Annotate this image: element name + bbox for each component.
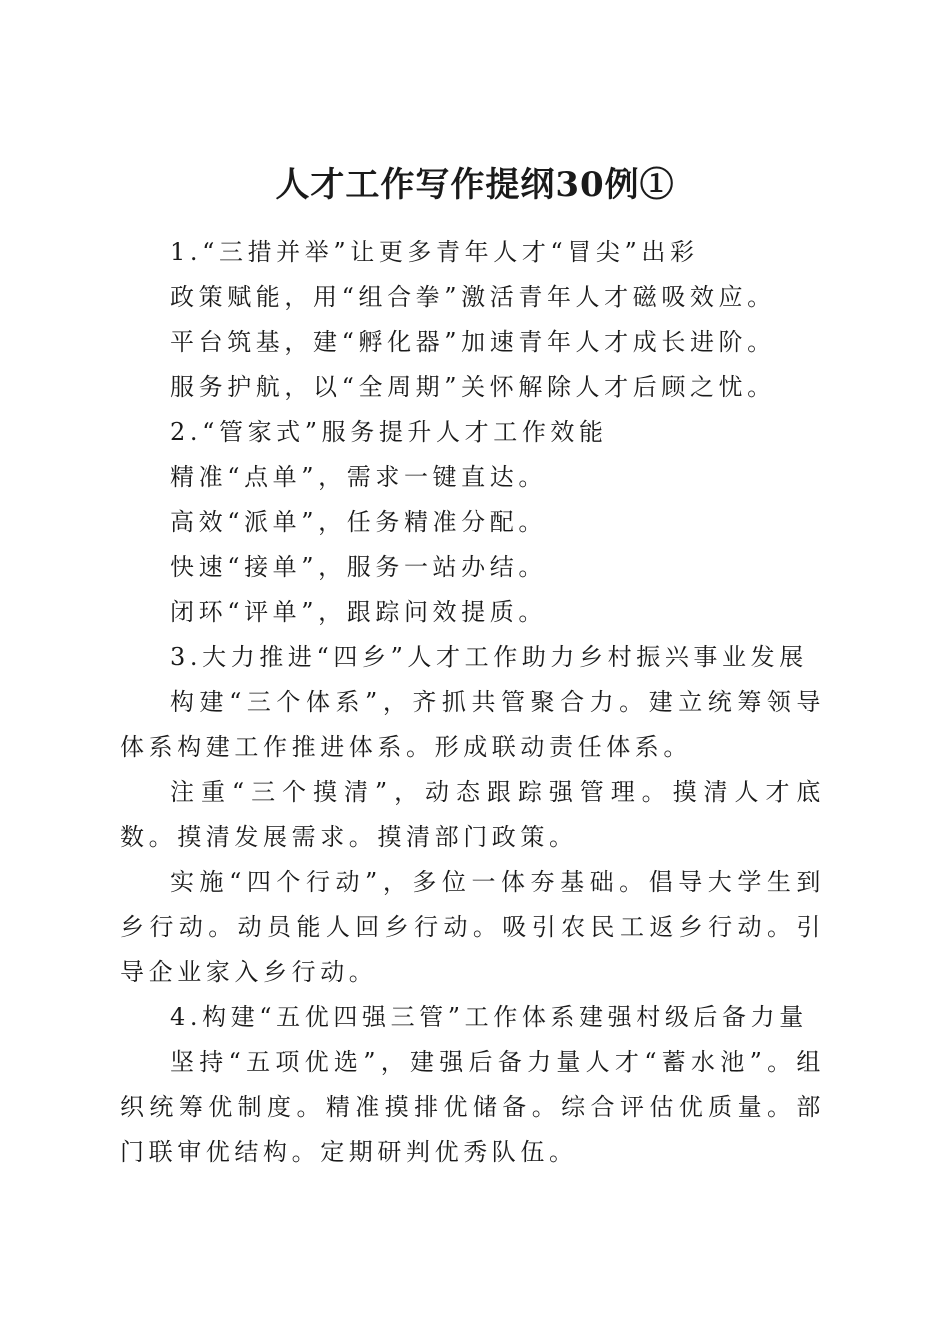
heading-3: 3.大力推进“四乡”人才工作助力乡村振兴事业发展 [170,643,808,671]
paragraph: 平台筑基，建“孵化器”加速青年人才成长进阶。 [170,328,776,356]
paragraph: 政策赋能，用“组合拳”激活青年人才磁吸效应。 [170,283,776,311]
paragraph: 实施“四个行动”，多位一体夯基础。倡导大学生到乡行动。动员能人回乡行动。吸引农民工返乡行动。引导企业家入乡行动。 [120,868,825,986]
paragraph: 高效“派单”，任务精准分配。 [170,508,547,536]
paragraph: 注重“三个摸清”，动态跟踪强管理。摸清人才底数。摸清发展需求。摸清部门政策。 [120,778,825,851]
paragraph: 构建“三个体系”，齐抓共管聚合力。建立统筹领导体系构建工作推进体系。形成联动责任体系。 [120,688,825,761]
document-title: 人才工作写作提纲30例① [275,164,675,205]
paragraph: 闭环“评单”，跟踪问效提质。 [170,598,547,626]
document-body [120,230,825,1175]
paragraph: 快速“接单”，服务一站办结。 [170,553,547,581]
paragraph: 坚持“五项优选”，建强后备力量人才“蓄水池”。组织统筹优制度。精准摸排优储备。综合评估优质量。部门联审优结构。定期研判优秀队伍。 [120,1048,825,1166]
heading-4: 4.构建“五优四强三管”工作体系建强村级后备力量 [170,1003,808,1031]
paragraph: 服务护航，以“全周期”关怀解除人才后顾之忧。 [170,373,776,401]
paragraph: 精准“点单”，需求一键直达。 [170,463,547,491]
heading-2: 2.“管家式”服务提升人才工作效能 [170,418,608,446]
heading-1: 1.“三措并举”让更多青年人才“冒尖”出彩 [170,238,699,266]
